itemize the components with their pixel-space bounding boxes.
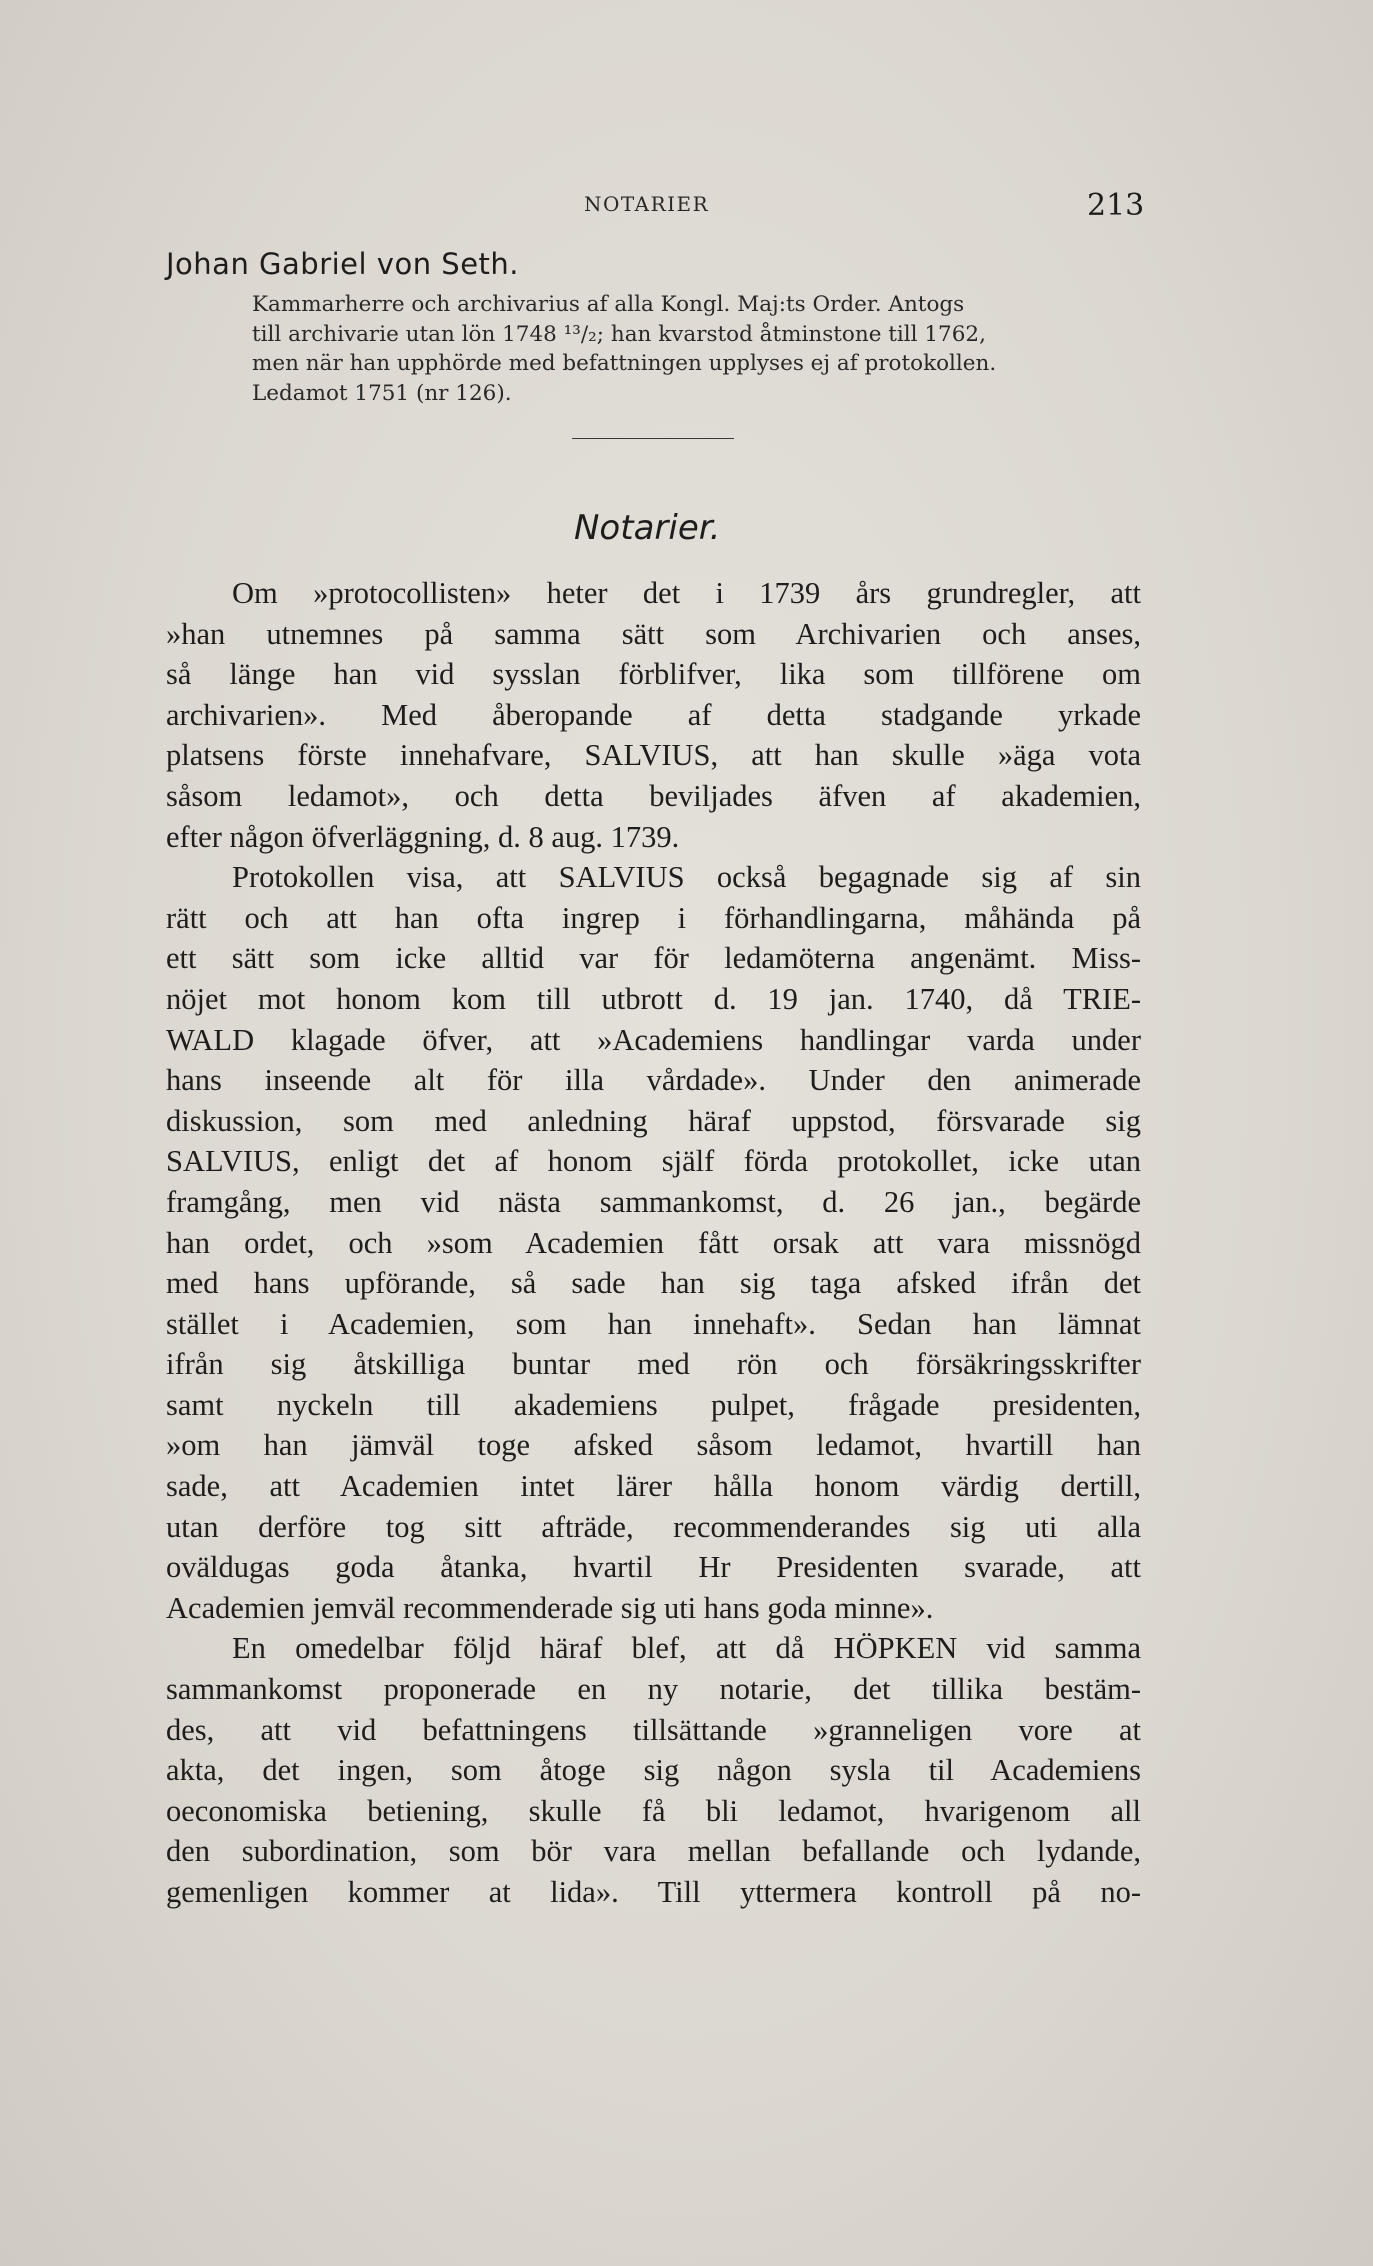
body-line: En omedelbar följd häraf blef, att då HÖPKEN vid samma xyxy=(232,1631,1141,1666)
body-line: Om »protocollisten» heter det i 1739 års grundregler, att xyxy=(232,576,1141,610)
body-line: »om han jämväl toge afsked såsom ledamot, hvartill han xyxy=(166,1428,1141,1463)
body-line: oväldugas goda åtanka, hvartil Hr Presidenten svarade, att xyxy=(166,1550,1141,1585)
body-line: såsom ledamot», och detta beviljades äfven af akademien, xyxy=(166,778,1141,813)
body-line: SALVIUS, enligt det af honom själf förda protokollet, icke utan xyxy=(166,1144,1141,1179)
body-line: sade, att Academien intet lärer hålla honom värdig dertill, xyxy=(166,1469,1141,1504)
body-line: den subordination, som bör vara mellan befallande och lydande, xyxy=(166,1834,1141,1869)
body-line: framgång, men vid nästa sammankomst, d. 26 jan., begärde xyxy=(166,1184,1141,1219)
body-line: han ordet, och »som Academien fått orsak att vara missnögd xyxy=(166,1225,1141,1260)
body-line: rätt och att han ofta ingrep i förhandlingarna, måhända på xyxy=(166,900,1141,935)
body-line: stället i Academien, som han innehaft». Sedan han lämnat xyxy=(166,1306,1141,1341)
body-line: så länge han vid sysslan förblifver, lika som tillförene om xyxy=(166,657,1141,692)
body-line: utan derföre tog sitt afträde, recommenderandes sig uti alla xyxy=(166,1509,1141,1544)
entry-note xyxy=(252,290,1142,408)
body-line: oeconomiska betiening, skulle få bli ledamot, hvarigenom all xyxy=(166,1793,1141,1828)
section-title: Notarier. xyxy=(574,508,721,548)
body-line: WALD klagade öfver, att »Academiens handlingar varda under xyxy=(166,1022,1141,1057)
body-line: Protokollen visa, att SALVIUS också begagnade sig af sin xyxy=(232,860,1141,895)
body-line: samt nyckeln till akademiens pulpet, frågade presidenten, xyxy=(166,1387,1141,1422)
entry-name: Johan Gabriel von Seth. xyxy=(166,247,520,281)
section-divider xyxy=(572,438,734,439)
body-line: platsens förste innehafvare, SALVIUS, att han skulle »äga vota xyxy=(166,738,1141,773)
entry-note-line: Ledamot 1751 (nr 126). xyxy=(252,380,512,406)
body-line: gemenligen kommer at lida». Till yttermera kontroll på no- xyxy=(166,1875,1141,1909)
body-line: med hans upförande, så sade han sig taga afsked ifrån det xyxy=(166,1266,1141,1301)
running-head xyxy=(0,188,1373,228)
body-line: efter någon öfverläggning, d. 8 aug. 1739. xyxy=(166,819,680,854)
page-number: 213 xyxy=(1087,188,1145,223)
entry-note-line: till archivarie utan lön 1748 ¹³/₂; han kvarstod åtminstone till 1762, xyxy=(252,321,986,347)
body-line: archivarien». Med åberopande af detta stadgande yrkade xyxy=(166,697,1141,732)
section-body xyxy=(166,573,1141,1913)
body-line: nöjet mot honom kom till utbrott d. 19 jan. 1740, då TRIE- xyxy=(166,981,1141,1016)
body-line: »han utnemnes på samma sätt som Archivarien och anses, xyxy=(166,616,1141,651)
body-line: akta, det ingen, som åtoge sig någon sysla til Academiens xyxy=(166,1753,1141,1788)
body-line: ett sätt som icke alltid var för ledamöterna angenämt. Miss- xyxy=(166,941,1141,976)
body-line: des, att vid befattningens tillsättande »granneligen vore at xyxy=(166,1712,1141,1747)
body-line: Academien jemväl recommenderade sig uti hans goda minne». xyxy=(166,1590,934,1625)
body-line: diskussion, som med anledning häraf uppstod, försvarade sig xyxy=(166,1103,1141,1138)
body-line: hans inseende alt för illa vårdade». Under den animerade xyxy=(166,1063,1141,1098)
running-title: NOTARIER xyxy=(584,192,710,216)
body-line: ifrån sig åtskilliga buntar med rön och försäkringsskrifter xyxy=(166,1347,1141,1382)
entry-note-line: men när han upphörde med befattningen upplyses ej af protokollen. xyxy=(252,351,997,376)
body-line: sammankomst proponerade en ny notarie, det tillika bestäm- xyxy=(166,1672,1141,1707)
entry-note-line: Kammarherre och archivarius af alla Kongl. Maj:ts Order. Antogs xyxy=(252,292,965,317)
